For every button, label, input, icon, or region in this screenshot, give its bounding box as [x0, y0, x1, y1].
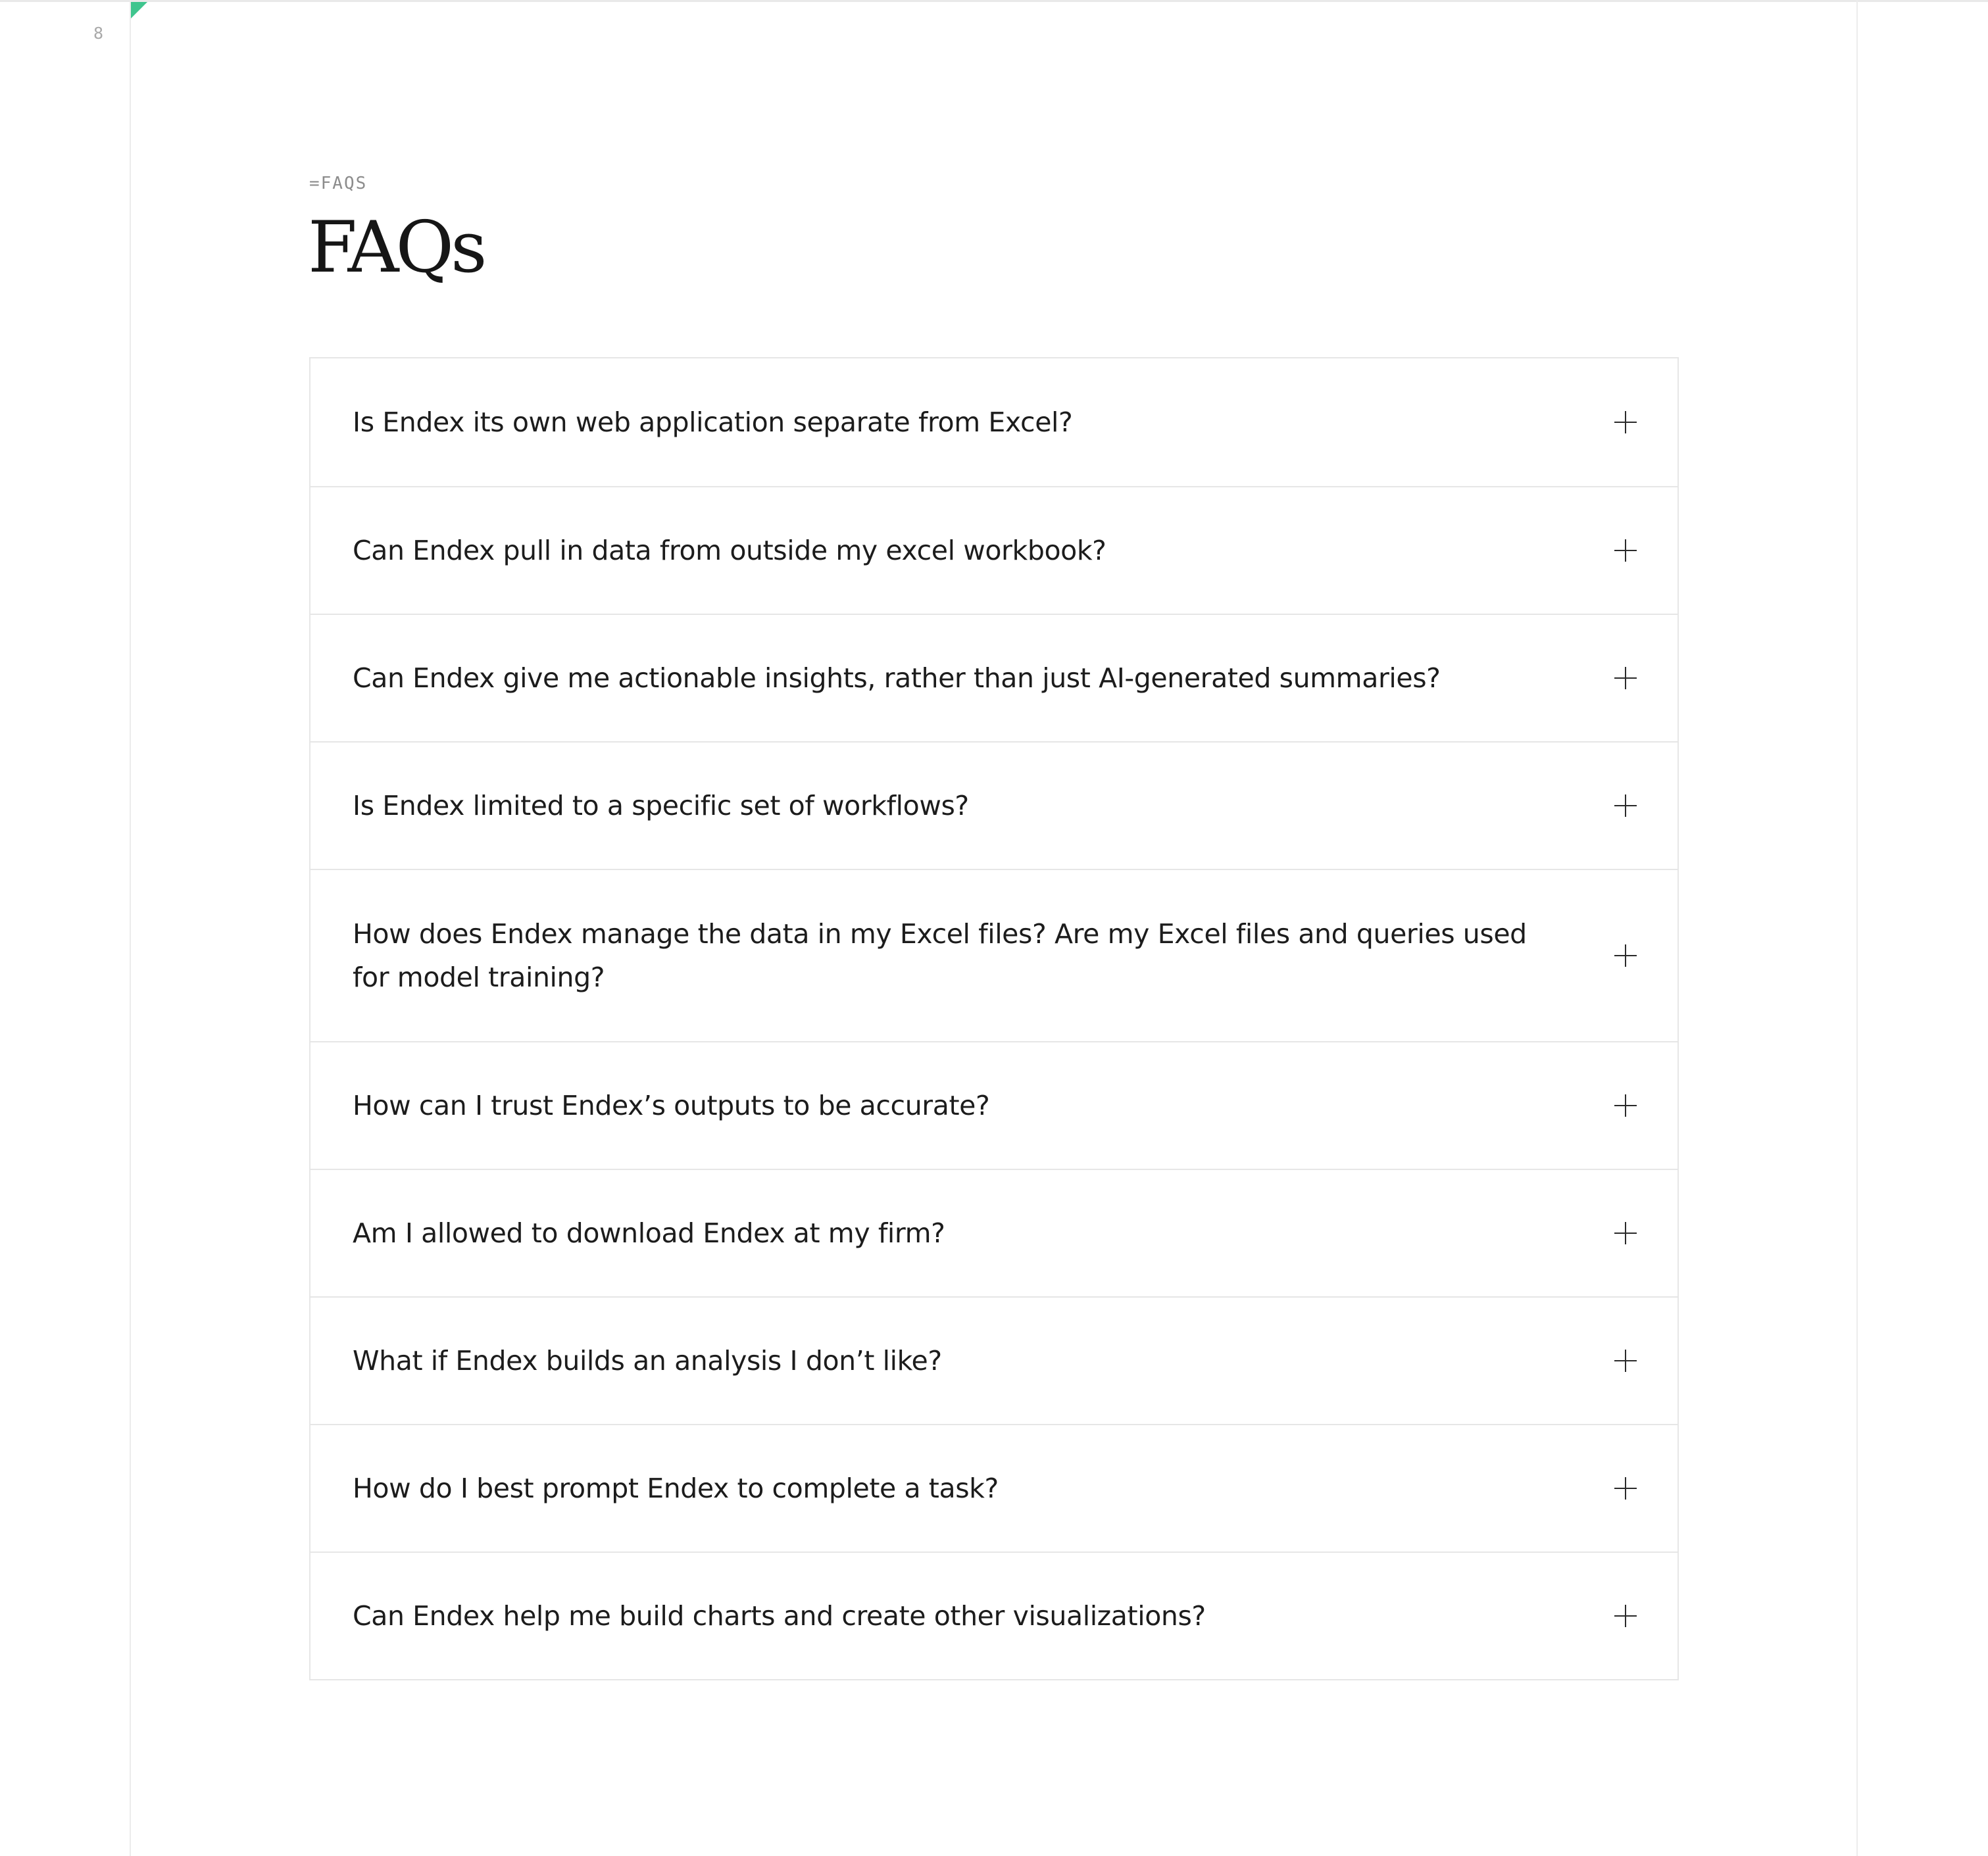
plus-icon[interactable]: [1614, 539, 1637, 562]
top-divider: [0, 0, 1988, 2]
faq-question: How do I best prompt Endex to complete a task?: [353, 1473, 999, 1504]
faq-item[interactable]: [311, 358, 1677, 486]
faq-question: Can Endex give me actionable insights, rather than just AI-generated summaries?: [353, 662, 1441, 694]
faq-question: How does Endex manage the data in my Excel files? Are my Excel files and queries used for model training?: [353, 918, 1527, 993]
faq-question: Am I allowed to download Endex at my firm?: [353, 1217, 945, 1249]
section-number: 8: [93, 24, 105, 43]
plus-icon[interactable]: [1614, 667, 1637, 689]
faq-question: Can Endex pull in data from outside my excel workbook?: [353, 535, 1106, 566]
plus-icon[interactable]: [1614, 794, 1637, 817]
faq-question: How can I trust Endex’s outputs to be accurate?: [353, 1090, 990, 1121]
plus-icon[interactable]: [1614, 1605, 1637, 1627]
section-eyebrow: =FAQS: [309, 174, 368, 193]
faq-question: Can Endex help me build charts and create other visualizations?: [353, 1600, 1206, 1632]
faq-item[interactable]: [311, 741, 1677, 869]
plus-icon[interactable]: [1614, 411, 1637, 433]
faq-item[interactable]: [311, 1424, 1677, 1551]
faq-item[interactable]: [311, 614, 1677, 741]
corner-triangle-icon: [131, 2, 147, 18]
plus-icon[interactable]: [1614, 1477, 1637, 1500]
plus-icon[interactable]: [1614, 1350, 1637, 1372]
faq-question: What if Endex builds an analysis I don’t like?: [353, 1345, 942, 1377]
right-frame-line: [1856, 0, 1858, 1856]
faq-item[interactable]: [311, 1296, 1677, 1424]
faq-item[interactable]: [311, 869, 1677, 1041]
faq-item[interactable]: [311, 486, 1677, 614]
plus-icon[interactable]: [1614, 1222, 1637, 1244]
faq-accordion: [309, 357, 1679, 1680]
faq-item[interactable]: [311, 1041, 1677, 1169]
plus-icon[interactable]: [1614, 1094, 1637, 1117]
left-frame-line: [130, 0, 131, 1856]
faq-item[interactable]: [311, 1551, 1677, 1679]
faq-question: Is Endex its own web application separate from Excel?: [353, 406, 1073, 438]
faq-item[interactable]: [311, 1169, 1677, 1296]
faq-question: Is Endex limited to a specific set of workflows?: [353, 790, 969, 821]
page-title: FAQs: [308, 207, 484, 289]
plus-icon[interactable]: [1614, 944, 1637, 967]
